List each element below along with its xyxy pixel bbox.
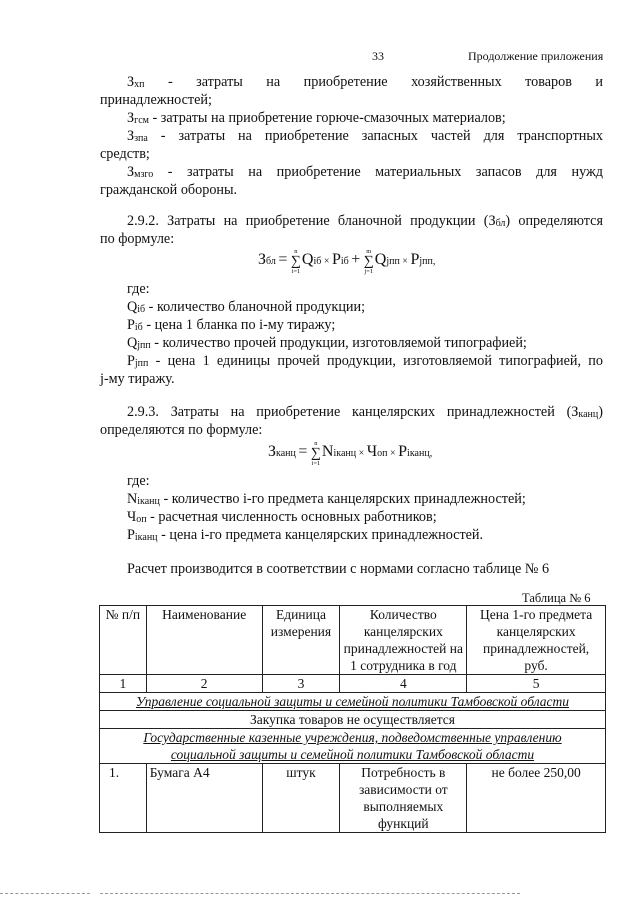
- row-num: 1.: [100, 764, 147, 833]
- table-number-row: [100, 675, 606, 693]
- page-number: 33: [372, 49, 384, 63]
- s293-heading: 2.9.3. Затраты на приобретение канцелярских принадлежностей (Зканц): [127, 404, 603, 420]
- col-number: 2: [146, 675, 262, 693]
- section-row: [100, 693, 606, 711]
- def-zzpa-cont: средств;: [100, 146, 150, 162]
- header-qty: Количество канцелярских принадлежностей на 1 сотрудника в год: [340, 606, 467, 675]
- table-caption: Таблица № 6: [522, 591, 591, 605]
- scan-dash: [100, 893, 520, 894]
- section-title-line: Государственные казенные учреждения, подведомственные управлению: [143, 730, 562, 745]
- section-title: Управление социальной защиты и семейной политики Тамбовской области: [100, 693, 606, 711]
- header-price: Цена 1-го предмета канцелярских принадлежностей, руб.: [467, 606, 606, 675]
- header-name: Наименование: [146, 606, 262, 675]
- row-price: не более 250,00: [467, 764, 606, 833]
- row-name: Бумага А4: [146, 764, 262, 833]
- continuation-label: Продолжение приложения: [468, 49, 604, 63]
- no-purchase-note: Закупка товаров не осуществляется: [100, 711, 606, 729]
- col-number: 4: [340, 675, 467, 693]
- row-qty: Потребность в зависимости от выполняемых функций: [340, 764, 467, 833]
- s292-def-2: Piб - цена 1 бланка по i-му тиражу;: [127, 317, 336, 333]
- header-num: № п/п: [100, 606, 147, 675]
- col-number: 5: [467, 675, 606, 693]
- header-unit: Единица измерения: [262, 606, 340, 675]
- formula-blank: Збл = n ∑ i=1Qiб × Piб + m ∑ j=1Qjпп × Pjпп,: [258, 248, 436, 275]
- s293-heading-cont: определяются по формуле:: [100, 422, 263, 438]
- def-zhp: Зхп - затраты на приобретение хозяйственных товаров и: [127, 74, 604, 90]
- section-row: [100, 729, 606, 764]
- s293-def-1: Niканц - количество i-го предмета канцелярских принадлежностей;: [127, 491, 526, 507]
- s293-def-2: Чоп - расчетная численность основных работников;: [127, 509, 437, 525]
- s292-def-1: Qiб - количество бланочной продукции;: [127, 299, 366, 315]
- def-zzpa: Ззпа - затраты на приобретение запасных частей для транспортных: [127, 128, 603, 144]
- note-row: [100, 711, 606, 729]
- row-unit: штук: [262, 764, 340, 833]
- def-zhp-cont: принадлежностей;: [100, 92, 212, 108]
- def-zgsm: Згсм - затраты на приобретение горюче-смазочных материалов;: [127, 110, 506, 126]
- s292-def-4-cont: j-му тиражу.: [100, 371, 175, 387]
- s293-def-3: Piканц - цена i-го предмета канцелярских принадлежностей.: [127, 527, 484, 543]
- col-number: 3: [262, 675, 340, 693]
- s292-def-3: Qjпп - количество прочей продукции, изготовляемой типографией;: [127, 335, 527, 351]
- calc-text: Расчет производится в соответствии с нормами согласно таблице № 6: [127, 561, 550, 577]
- s292-def-4: Pjпп - цена 1 единицы прочей продукции, изготовляемой типографией, по: [127, 353, 603, 369]
- section-title-line: социальной защиты и семейной политики Тамбовской области: [170, 747, 535, 762]
- col-number: 1: [100, 675, 147, 693]
- table-row: [100, 764, 606, 833]
- table-header-row: [100, 606, 606, 675]
- def-zmzgo-cont: гражданской обороны.: [100, 182, 238, 198]
- def-zmzgo: Змзго - затраты на приобретение материальных запасов для нужд: [127, 164, 604, 180]
- s293-where: где:: [127, 473, 150, 489]
- norms-table: [99, 605, 606, 833]
- s292-where: где:: [127, 281, 150, 297]
- formula-kanc: Зканц = n ∑ i=1Niканц × Чоп × Piканц,: [268, 440, 433, 467]
- section-title: [100, 729, 606, 764]
- s292-heading: 2.9.2. Затраты на приобретение бланочной продукции (Збл) определяются: [127, 213, 603, 229]
- s292-heading-cont: по формуле:: [100, 231, 175, 247]
- scan-dash: [0, 893, 90, 894]
